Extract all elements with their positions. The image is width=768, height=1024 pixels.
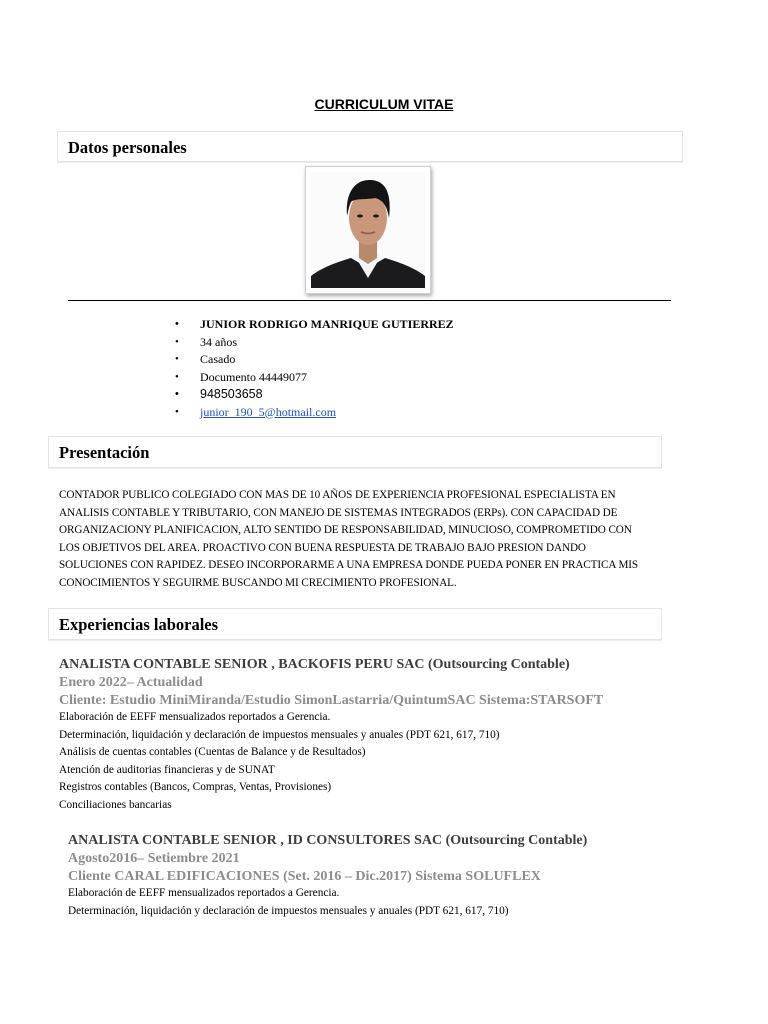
job-entry: [59, 656, 603, 814]
section-presentation: [48, 436, 662, 468]
profile-photo: [305, 166, 431, 294]
divider: [68, 300, 671, 301]
job-period: Enero 2022– Actualidad: [59, 675, 203, 690]
email-item: [175, 404, 454, 422]
phone-number: • 948503658: [175, 386, 454, 404]
email-link[interactable]: junior_190_5@hotmail.com: [200, 404, 337, 419]
personal-info-list: [175, 316, 454, 421]
section-experience: [48, 608, 662, 640]
job-duty: Elaboración de EEFF mensualizados reportados a Gerencia.: [59, 711, 331, 723]
presentation-text: [59, 487, 669, 593]
section-personal: [57, 131, 683, 162]
job-duty: Registros contables (Bancos, Compras, Ventas, Provisiones): [59, 781, 332, 793]
job-entry: [68, 832, 587, 920]
job-duty: Determinación, liquidación y declaración de impuestos mensuales y anuales (PDT 621, 617, 710): [68, 904, 509, 917]
presentation-line: LOS OBJETIVOS DEL AREA. PROACTIVO CON BUENA RESPUESTA DE TRABAJO BAJO PRESION DANDO: [59, 541, 586, 554]
job-period: Agosto2016– Setiembre 2021: [68, 851, 240, 866]
job-duty: Análisis de cuentas contables (Cuentas de Balance y de Resultados): [59, 746, 366, 758]
age: • 34 años: [175, 334, 454, 352]
document-number: • Documento 44449077: [175, 369, 454, 387]
section-experience-heading: Experiencias laborales: [59, 615, 219, 634]
marital-status: • Casado: [175, 351, 454, 369]
presentation-line: ANALISIS CONTABLE Y TRIBUTARIO, CON MANEJO DE SISTEMAS INTEGRADOS (ERPs). CON CAPACIDAD DE: [59, 506, 618, 519]
presentation-line: SOLUCIONES CON RAPIDEZ. DESEO INCORPORARME A UNA EMPRESA DONDE PUEDA PONER EN PRACTICA MIS: [59, 559, 639, 572]
job-client: Cliente: Estudio MiniMiranda/Estudio SimonLastarria/QuintumSAC Sistema:STARSOFT: [59, 692, 604, 708]
job-title: ANALISTA CONTABLE SENIOR , BACKOFIS PERU SAC (Outsourcing Contable): [59, 657, 570, 672]
job-duty: Conciliaciones bancarias: [59, 798, 172, 811]
job-duty: Elaboración de EEFF mensualizados reportados a Gerencia.: [68, 887, 340, 899]
job-title: ANALISTA CONTABLE SENIOR , ID CONSULTORES SAC (Outsourcing Contable): [68, 833, 588, 848]
avatar-portrait: [311, 172, 425, 288]
full-name: • JUNIOR RODRIGO MANRIQUE GUTIERREZ: [175, 316, 454, 334]
job-duty: Determinación, liquidación y declaración de impuestos mensuales y anuales (PDT 621, 617, 710): [59, 728, 500, 741]
presentation-line: CONTADOR PUBLICO COLEGIADO CON MAS DE 10 AÑOS DE EXPERIENCIA PROFESIONAL ESPECIALISTA EN: [59, 489, 616, 501]
presentation-line: CONOCIMIENTOS Y SEGUIRME BUSCANDO MI CRECIMIENTO PROFESIONAL.: [59, 576, 457, 589]
job-client: Cliente CARAL EDIFICACIONES (Set. 2016 – Dic.2017) Sistema SOLUFLEX: [68, 868, 541, 884]
job-duty: Atención de auditorias financieras y de SUNAT: [59, 763, 275, 776]
section-presentation-heading: Presentación: [59, 443, 150, 462]
presentation-line: ORGANIZACIONY PLANIFICACION, ALTO SENTIDO DE RESPONSABILIDAD, MINUCIOSO, COMPROMETIDO CON: [59, 524, 632, 537]
section-personal-heading: Datos personales: [68, 138, 187, 157]
document-title: CURRICULUM VITAE: [314, 96, 454, 112]
